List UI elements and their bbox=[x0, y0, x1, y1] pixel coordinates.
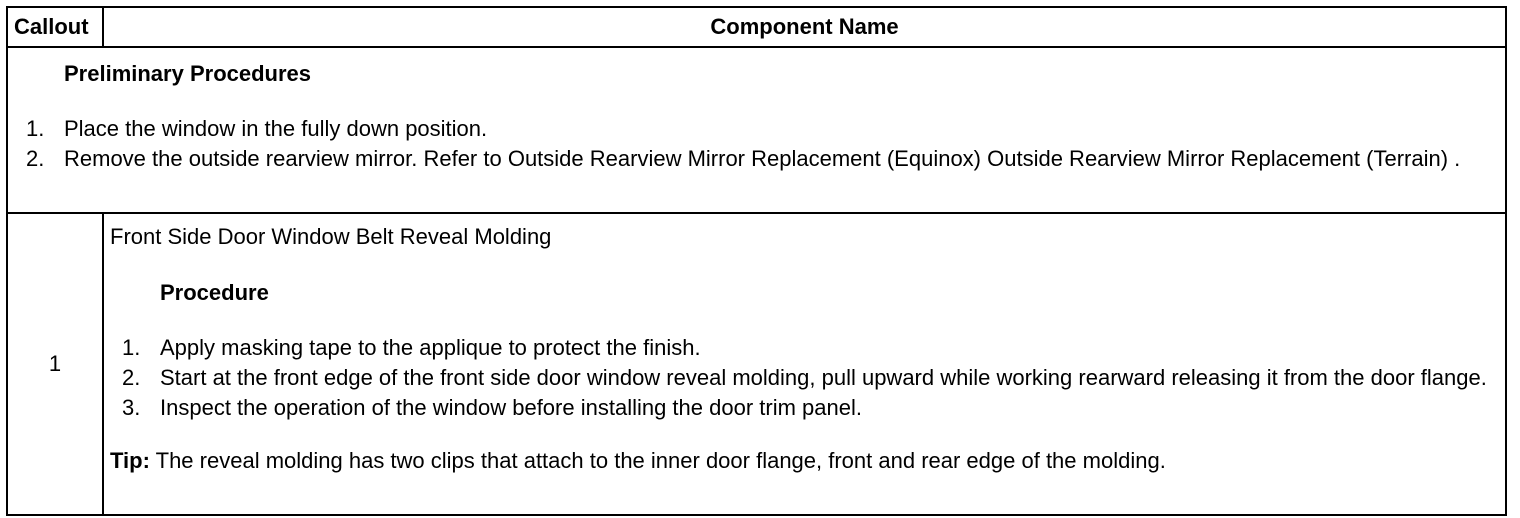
tip-note bbox=[110, 448, 1505, 474]
header-row bbox=[7, 7, 1506, 47]
table-row bbox=[7, 213, 1506, 515]
preliminary-steps bbox=[8, 114, 1505, 174]
component-name: Front Side Door Window Belt Reveal Molding bbox=[110, 224, 552, 249]
component-name-header: Component Name bbox=[103, 7, 1506, 47]
component-table bbox=[6, 6, 1507, 516]
step-number: 1. bbox=[26, 116, 45, 141]
preliminary-cell bbox=[7, 47, 1506, 213]
step-text: Remove the outside rearview mirror. Refer to Outside Rearview Mirror Replacement (Equinox) Outside Rearview Mirror Replacement (Terrain) . bbox=[64, 146, 1461, 171]
step-text: Apply masking tape to the applique to protect the finish. bbox=[160, 335, 701, 360]
step-number: 3. bbox=[122, 395, 141, 420]
list-item bbox=[26, 144, 1505, 174]
step-number: 2. bbox=[122, 365, 141, 390]
procedure-steps bbox=[104, 333, 1505, 423]
preliminary-row bbox=[7, 47, 1506, 213]
step-number: 1. bbox=[122, 335, 141, 360]
preliminary-title: Preliminary Procedures bbox=[64, 61, 312, 86]
procedure-title: Procedure bbox=[160, 280, 269, 305]
list-item bbox=[122, 363, 1505, 393]
list-item bbox=[122, 393, 1505, 423]
list-item bbox=[26, 114, 1505, 144]
step-text: Inspect the operation of the window before installing the door trim panel. bbox=[160, 395, 862, 420]
tip-text: The reveal molding has two clips that attach to the inner door flange, front and rear edge of the molding. bbox=[149, 448, 1166, 473]
step-number: 2. bbox=[26, 146, 45, 171]
tip-label: Tip: bbox=[110, 448, 150, 473]
step-text: Start at the front edge of the front side door window reveal molding, pull upward while working rearward releasing it from the door flange. bbox=[160, 365, 1487, 390]
component-cell bbox=[103, 213, 1506, 515]
callout-number: 1 bbox=[7, 213, 103, 515]
step-text: Place the window in the fully down position. bbox=[64, 116, 488, 141]
list-item bbox=[122, 333, 1505, 363]
callout-header: Callout bbox=[7, 7, 103, 47]
